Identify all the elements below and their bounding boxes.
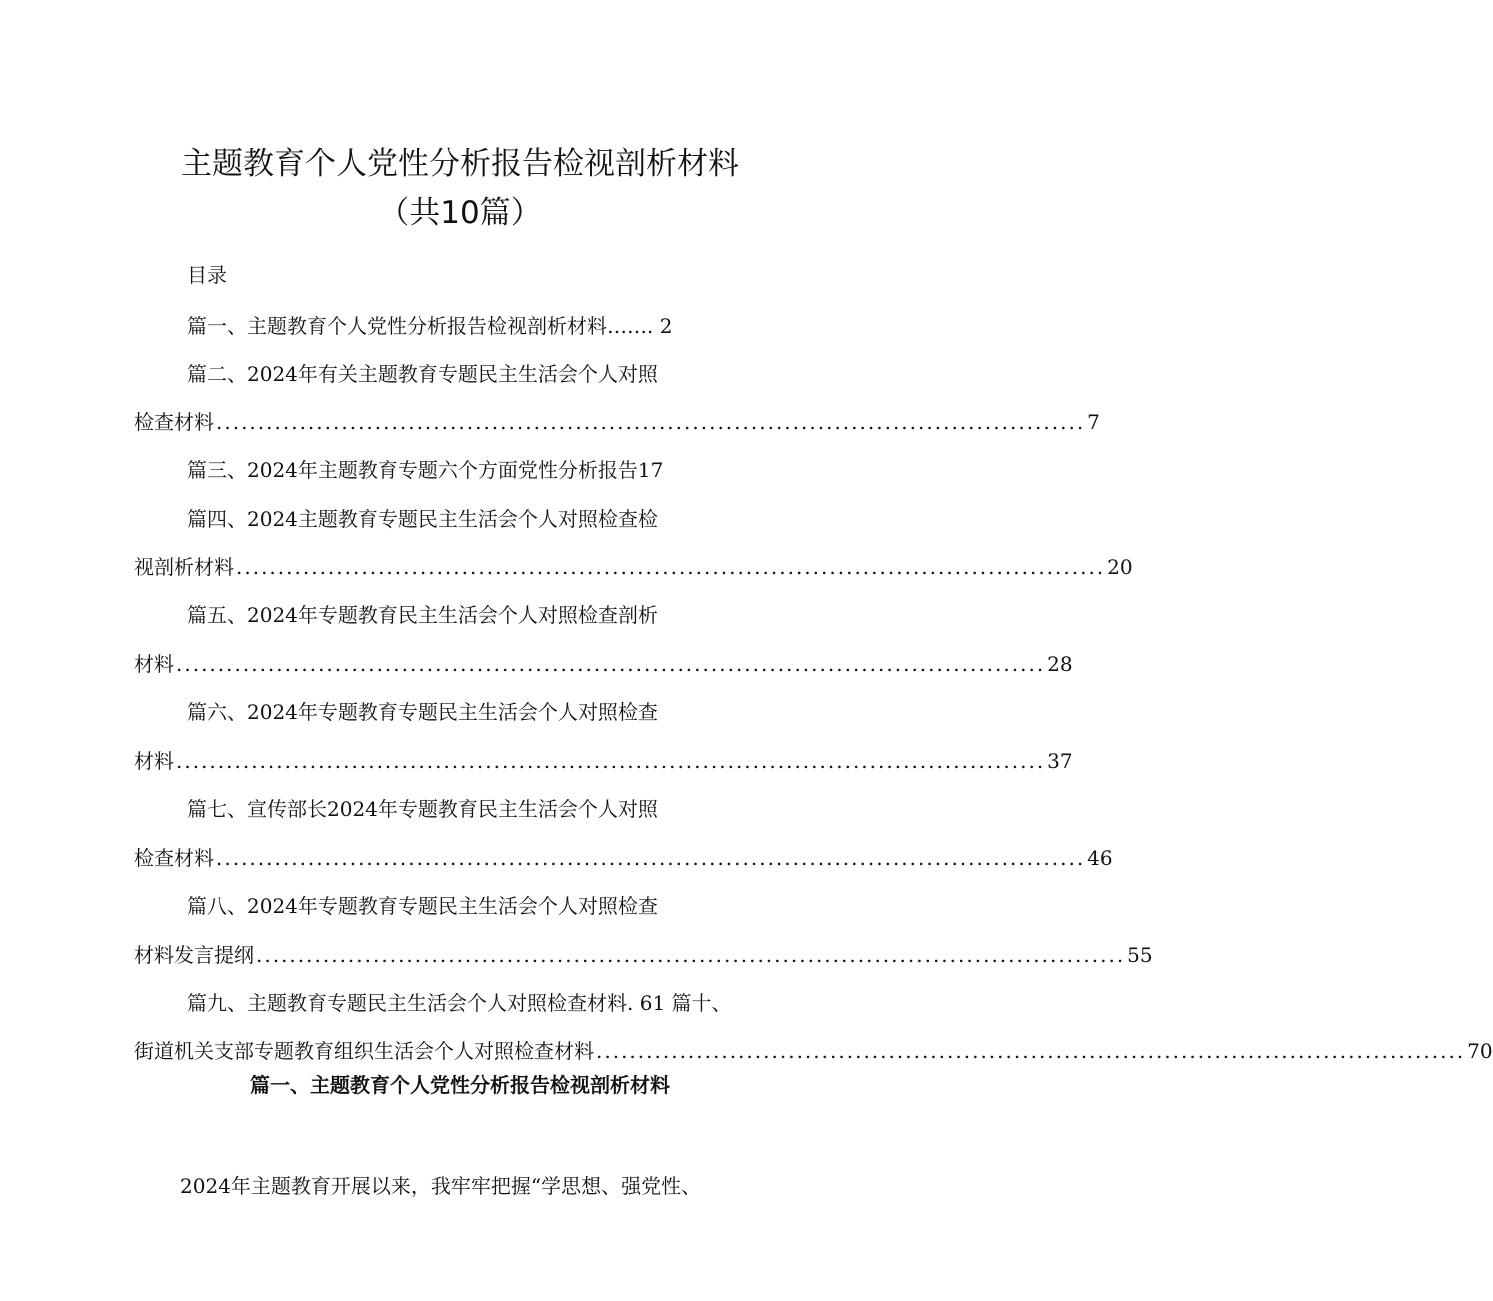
toc-entry-text: 材料 xyxy=(134,652,174,676)
toc-page-number: 28 xyxy=(1047,652,1073,676)
toc-entry-9: 篇九、主题教育专题民主生活会个人对照检查材料. 61 篇十、 xyxy=(187,991,732,1015)
body-paragraph: 2024年主题教育开展以来，我牢牢把握“学思想、强党性、 xyxy=(180,1174,702,1198)
toc-entry-10-cont xyxy=(134,1036,1493,1066)
toc-entry-8-cont xyxy=(134,940,1153,970)
toc-page-number: 20 xyxy=(1107,555,1133,579)
toc-entry-2-cont xyxy=(134,407,1100,437)
toc-entry-4: 篇四、2024主题教育专题民主生活会个人对照检查检 xyxy=(187,507,658,531)
toc-entry-text: 街道机关支部专题教育组织生活会个人对照检查材料 xyxy=(134,1039,594,1063)
toc-entry-6-cont xyxy=(134,746,1073,776)
toc-entry-3: 篇三、2024年主题教育专题六个方面党性分析报告17 xyxy=(187,458,664,482)
leader-dots: ........................................................................................................ xyxy=(176,652,1046,676)
toc-entry-2: 篇二、2024年有关主题教育专题民主生活会个人对照 xyxy=(187,362,658,386)
document-subtitle: （共10篇） xyxy=(378,195,542,231)
toc-entry-8: 篇八、2024年专题教育专题民主生活会个人对照检查 xyxy=(187,894,658,918)
leader-dots: ........................................................................................................ xyxy=(216,410,1086,434)
toc-page-number: 46 xyxy=(1087,846,1113,870)
leader-dots: ........................................................................................................ xyxy=(596,1039,1466,1063)
toc-entry-7: 篇七、宣传部长2024年专题教育民主生活会个人对照 xyxy=(187,797,658,821)
toc-entry-text: 检查材料 xyxy=(134,846,214,870)
toc-entry-6: 篇六、2024年专题教育专题民主生活会个人对照检查 xyxy=(187,700,658,724)
toc-entry-text: 视剖析材料 xyxy=(134,555,234,579)
toc-entry-4-cont xyxy=(134,552,1133,582)
document-title: 主题教育个人党性分析报告检视剖析材料 xyxy=(181,146,739,182)
toc-entry-7-cont xyxy=(134,843,1113,873)
toc-entry-text: 材料 xyxy=(134,749,174,773)
toc-entry-text: 材料发言提纲 xyxy=(134,943,254,967)
leader-dots: ........................................................................................................ xyxy=(176,749,1046,773)
toc-page-number: 55 xyxy=(1127,943,1153,967)
section-heading: 篇一、主题教育个人党性分析报告检视剖析材料 xyxy=(250,1073,670,1097)
toc-label: 目录 xyxy=(187,263,227,287)
toc-entry-1: 篇一、主题教育个人党性分析报告检视剖析材料……. 2 xyxy=(187,314,673,338)
leader-dots: ........................................................................................................ xyxy=(256,943,1126,967)
toc-entry-5-cont xyxy=(134,649,1073,679)
toc-entry-5: 篇五、2024年专题教育民主生活会个人对照检查剖析 xyxy=(187,603,658,627)
toc-page-number: 70 xyxy=(1467,1039,1493,1063)
leader-dots: ........................................................................................................ xyxy=(216,846,1086,870)
toc-page-number: 37 xyxy=(1047,749,1073,773)
toc-page-number: 7 xyxy=(1087,410,1100,434)
toc-entry-text: 检查材料 xyxy=(134,410,214,434)
leader-dots: ........................................................................................................ xyxy=(236,555,1106,579)
